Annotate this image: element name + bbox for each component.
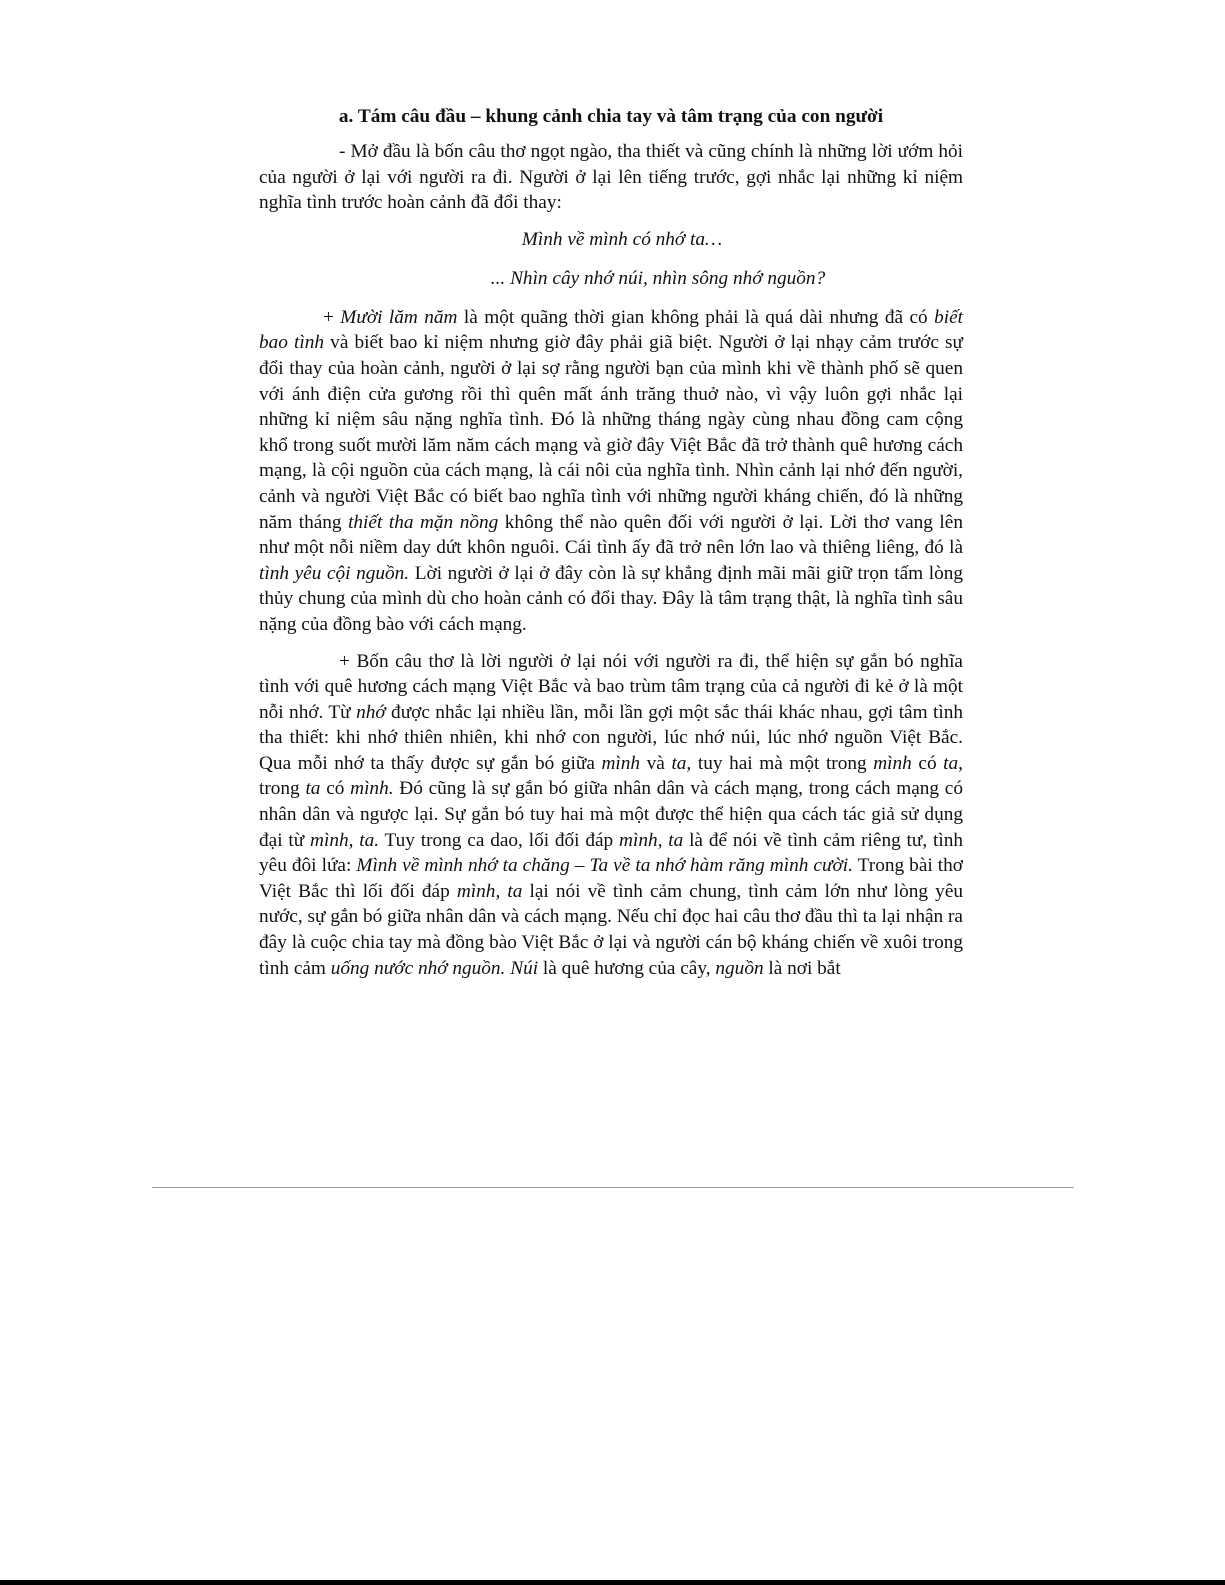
text-run: có bbox=[911, 752, 944, 774]
paragraph-analysis-1 bbox=[259, 305, 963, 638]
italic-text-run: mình bbox=[601, 752, 641, 774]
italic-text-run: Mình về mình nhớ ta chăng – Ta về ta nhớ hàm răng mình cười. bbox=[356, 855, 853, 877]
page-divider bbox=[152, 1187, 1074, 1188]
text-run: là một quãng thời gian không phải là quá dài nhưng đã có bbox=[457, 306, 935, 328]
italic-text-run: mình, ta bbox=[619, 829, 684, 851]
text-run: + bbox=[323, 306, 341, 328]
verse-line-1: Mình về mình có nhớ ta… bbox=[521, 228, 723, 250]
italic-text-run: nhớ bbox=[356, 701, 386, 723]
text-run: + Bốn câu thơ là lời người ở lại nói với người ra đi, thể hiện sự gắn bó nghĩa tình với quê hương cách mạng Việt Bắc và bao trùm tâm trạng của cả người đi kẻ ở là một nỗi nhớ. Từ bbox=[259, 650, 963, 723]
italic-text-run: nguồn bbox=[715, 957, 764, 979]
text-run: là để nói về tình cảm riêng tư, tình yêu đôi lứa: bbox=[259, 829, 963, 877]
text-run: có bbox=[320, 778, 351, 800]
text-run: Lời người ở lại ở đây còn là sự khẳng định mãi mãi giữ trọn tấm lòng thủy chung của mình dù cho hoàn cảnh có đổi thay. Đây là tâm trạng thật, là nghĩa tình sâu nặng của đồng bào với cách mạng. bbox=[259, 562, 963, 635]
text-run: lại nói về tình cảm chung, tình cảm lớn như lòng yêu nước, sự gắn bó giữa nhân dân và cách mạng. Nếu chỉ đọc hai câu thơ đầu thì ta lại nhận ra đây là cuộc chia tay mà đồng bào Việt Bắc ở lại và người cán bộ kháng chiến về xuôi trong tình cảm bbox=[259, 880, 964, 979]
text-run: là quê hương của cây, bbox=[538, 957, 716, 979]
verse-line-2: ... Nhìn cây nhớ núi, nhìn sông nhớ nguồn? bbox=[490, 267, 826, 289]
italic-text-run: mình bbox=[873, 752, 912, 774]
document-page bbox=[259, 104, 963, 992]
italic-text-run: Núi bbox=[510, 957, 539, 979]
italic-text-run: ta, bbox=[943, 752, 963, 774]
italic-text-run: mình. bbox=[350, 778, 394, 800]
text-run: trong bbox=[259, 778, 306, 800]
italic-text-run: ta, bbox=[671, 752, 692, 774]
section-heading: a. Tám câu đầu – khung cảnh chia tay và tâm trạng của con người bbox=[338, 106, 884, 127]
text-run: và bbox=[640, 752, 672, 774]
text-run: Trong bài thơ Việt Bắc thì lối đối đáp bbox=[259, 855, 963, 902]
paragraph-analysis-2 bbox=[259, 649, 963, 982]
italic-text-run: thiết tha mặn nồng bbox=[348, 511, 499, 533]
text-run: - Mở đầu là bốn câu thơ ngọt ngào, tha thiết và cũng chính là những lời ướm hỏi của người ở lại với người ra đi. Người ở lại lên tiếng trước, gợi nhắc lại những kỉ niệm nghĩa tình trước hoàn cảnh đã đổi thay: bbox=[259, 141, 963, 214]
italic-text-run: ta bbox=[305, 778, 321, 800]
italic-text-run: uống nước nhớ nguồn. bbox=[330, 957, 506, 979]
italic-text-run: tình yêu cội nguồn. bbox=[259, 562, 410, 584]
text-run: được nhắc lại nhiều lần, mỗi lần gợi một sắc thái khác nhau, gợi tâm tình tha thiết: khi nhớ thiên nhiên, khi nhớ con người, lúc nhớ núi, lúc nhớ nguồn Việt Bắc. Qua mỗi nhớ ta thấy được sự gắn bó giữa bbox=[259, 701, 964, 774]
text-run: là nơi bắt bbox=[763, 957, 841, 979]
text-run: tuy hai mà một trong bbox=[691, 752, 874, 774]
page-bottom-edge bbox=[0, 1580, 1225, 1585]
italic-text-run: biết bao tình bbox=[259, 306, 963, 354]
italic-text-run: mình, ta. bbox=[310, 829, 380, 851]
paragraph-intro bbox=[259, 139, 963, 216]
text-run: Đó cũng là sự gắn bó giữa nhân dân và cách mạng, trong cách mạng có nhân dân và ngược lại. Sự gắn bó tuy hai mà một được thể hiện qua cách tác giả sử dụng đại từ bbox=[259, 778, 963, 851]
text-run: không thể nào quên đối với người ở lại. Lời thơ vang lên như một nỗi niềm day dứt khôn nguôi. Cái tình ấy đã trở nên lớn lao và thiêng liêng, đó là bbox=[259, 511, 963, 559]
text-run: và biết bao kỉ niệm nhưng giờ đây phải giã biệt. Người ở lại nhạy cảm trước sự đổi thay của hoàn cảnh, người ở lại sợ rằng người bạn của mình khi về thành phố sẽ quen với ánh điện cửa gương rồi thì quên mất ánh trăng thuở nào, vì vậy luôn gợi nhắc lại những kỉ niệm sâu nặng nghĩa tình. Đó là những tháng ngày cùng nhau đồng cam cộng khổ trong suốt mười lăm năm cách mạng và giờ đây Việt Bắc đã trở thành quê hương cách mạng, là cội nguồn của cách mạng, là cái nôi của nghĩa tình. Nhìn cảnh lại nhớ đến người, cảnh và người Việt Bắc có biết bao nghĩa tình với những người kháng chiến, đó là những năm tháng bbox=[259, 332, 963, 533]
italic-text-run: mình, ta bbox=[456, 880, 523, 902]
italic-text-run: Mười lăm năm bbox=[340, 306, 458, 328]
text-run: Tuy trong ca dao, lối đối đáp bbox=[379, 829, 620, 851]
